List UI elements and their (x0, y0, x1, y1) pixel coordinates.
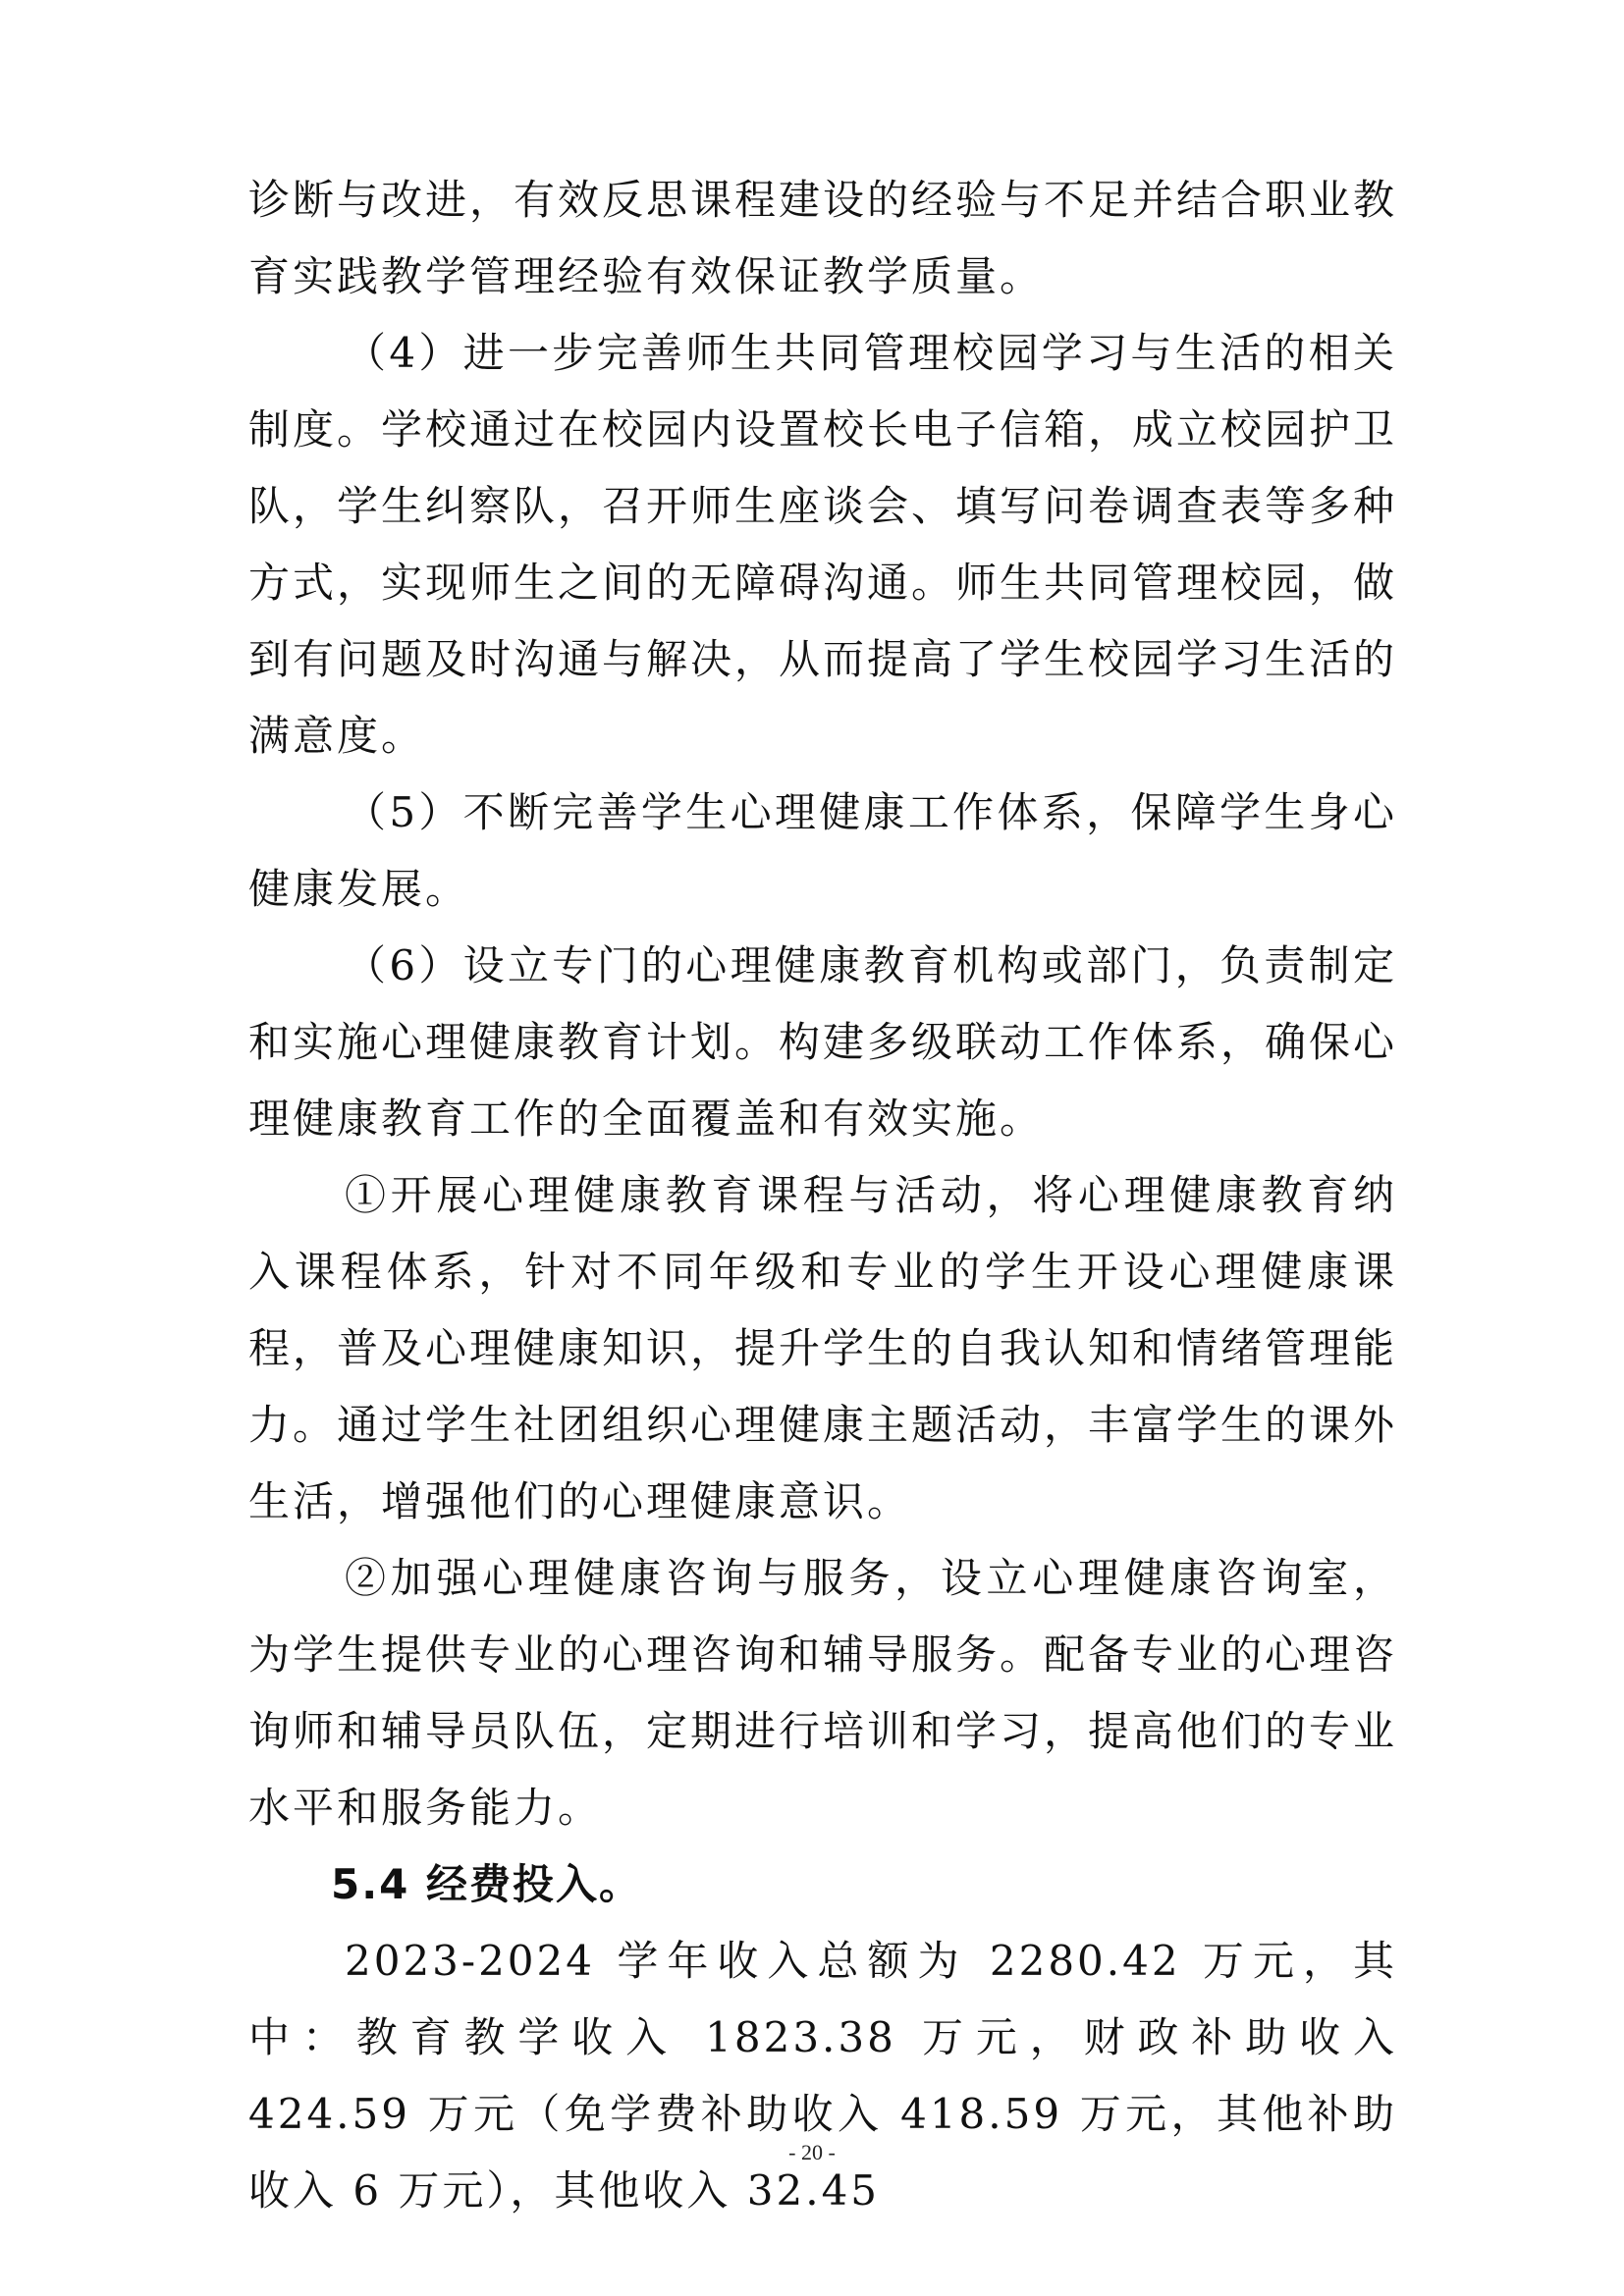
paragraph-continuation: 诊断与改进，有效反思课程建设的经验与不足并结合职业教育实践教学管理经验有效保证教学质量。 (248, 176, 1398, 300)
paragraph-item-5: （5）不断完善学生心理健康工作体系，保障学生身心健康发展。 (248, 788, 1397, 913)
paragraph-item-6: （6）设立专门的心理健康教育机构或部门，负责制定和实施心理健康教育计划。构建多级联动工作体系，确保心理健康教育工作的全面覆盖和有效实施。 (248, 941, 1398, 1143)
section-heading: 5.4 经费投入。 (331, 1860, 643, 1908)
paragraph-subitem-2: ②加强心理健康咨询与服务，设立心理健康咨询室，为学生提供专业的心理咨询和辅导服务。配备专业的心理咨询师和辅导员队伍，定期进行培训和学习，提高他们的专业水平和服务能力。 (248, 1554, 1398, 1832)
paragraph-subitem-1: ①开展心理健康教育课程与活动，将心理健康教育纳入课程体系，针对不同年级和专业的学生开设心理健康课程，普及心理健康知识，提升学生的自我认知和情绪管理能力。通过学生社团组织心理健康主题活动，丰富学生的课外生活，增强他们的心理健康意识。 (248, 1171, 1398, 1525)
document-body (248, 162, 1414, 2229)
page-number: - 20 - (788, 2140, 836, 2164)
paragraph-item-4: （4）进一步完善师生共同管理校园学习与生活的相关制度。学校通过在校园内设置校长电子信箱，成立校园护卫队，学生纠察队，召开师生座谈会、填写问卷调查表等多种方式，实现师生之间的无障碍沟通。师生共同管理校园，做到有问题及时沟通与解决，从而提高了学生校园学习生活的满意度。 (248, 329, 1398, 760)
paragraph-funding: 2023-2024 学年收入总额为 2280.42 万元，其中：教育教学收入 1823.38 万元，财政补助收入 424.59 万元（免学费补助收入 418.59 万元，其他补助收入 6 万元），其他收入 32.45 (248, 1937, 1414, 2215)
